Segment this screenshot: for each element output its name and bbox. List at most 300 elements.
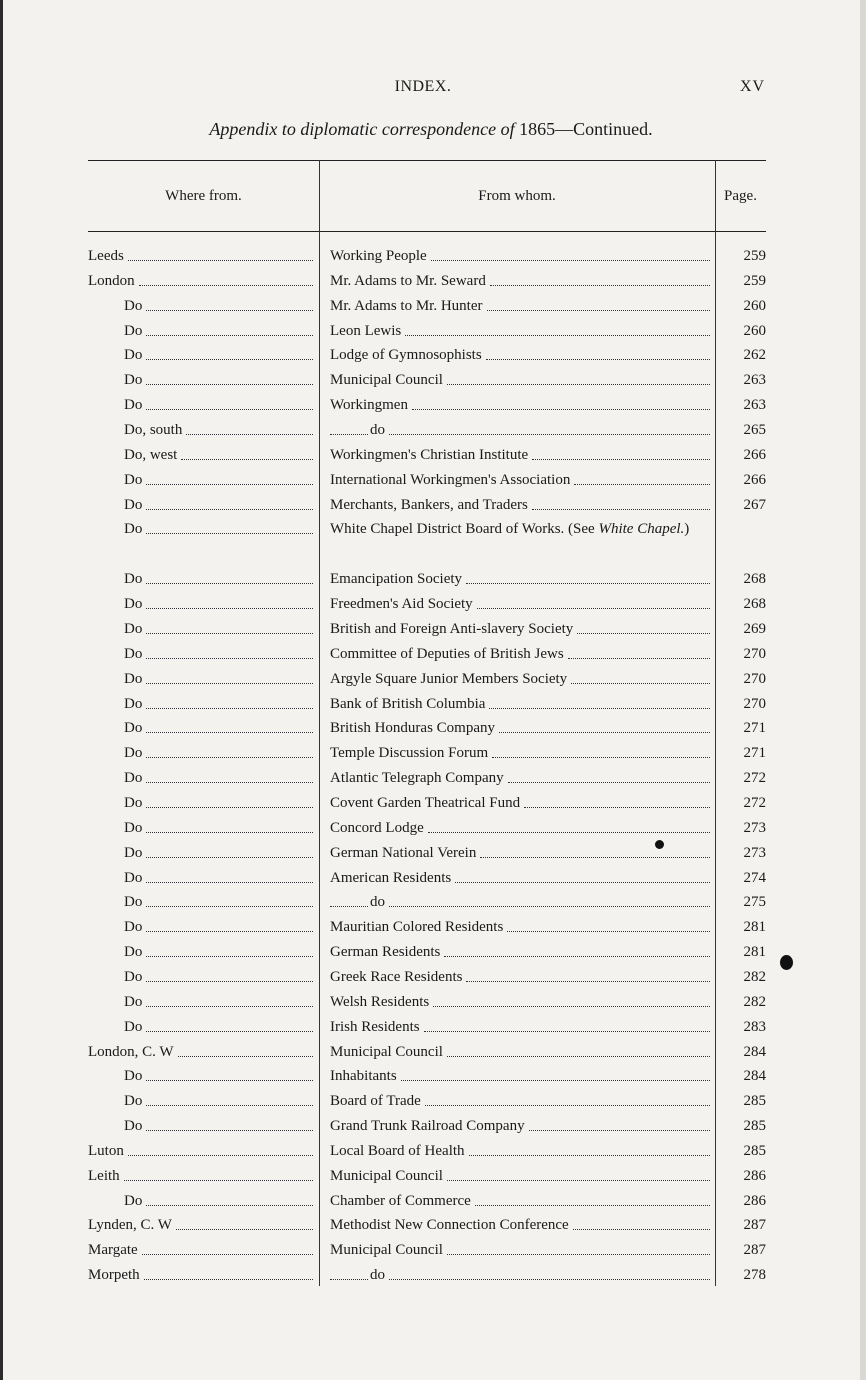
table-row [88,1263,766,1287]
from-whom-cell [330,244,714,268]
where-from-text: London, C. W [88,1043,174,1060]
dot-leader [466,965,710,982]
table-row [88,1064,766,1088]
table-row [88,990,766,1014]
dot-leader [571,667,710,684]
table-row [88,393,766,417]
dot-leader [433,990,710,1007]
from-whom-text: Local Board of Health [330,1142,465,1159]
dot-leader [146,1064,313,1081]
table-row [88,1089,766,1113]
dot-leader [146,965,313,982]
from-whom-cell [330,567,714,591]
dot-leader [146,1015,313,1032]
where-from-text: Do, south [124,421,183,438]
from-whom-text: International Workingmen's Association [330,471,571,488]
where-from-text: Do [124,1068,143,1085]
dot-leader [176,1213,313,1230]
from-whom-text: Workingmen's Christian Institute [330,446,529,463]
page-number-cell: 270 [743,645,766,662]
from-whom-text: Argyle Square Junior Members Society [330,670,568,687]
where-from-cell [88,1164,317,1188]
column-header-who: From whom. [478,188,556,204]
dot-leader [178,1040,313,1057]
where-from-cell [88,667,317,691]
dot-leader [128,244,313,261]
page-number-cell: 275 [743,894,766,911]
where-from-cell [88,915,317,939]
cross-reference-italic: White Chapel. [598,521,685,538]
where-from-text: Do [124,397,143,414]
table-row [88,841,766,865]
page-number-cell: 287 [743,1217,766,1234]
where-from-text: Do [124,944,143,961]
page-number-cell: 266 [743,471,766,488]
dot-leader [146,294,313,311]
from-whom-cell [330,1139,714,1163]
dot-leader [146,816,313,833]
where-from-text: Do [124,621,143,638]
where-from-cell [88,244,317,268]
page-number-cell: 259 [743,272,766,289]
page-number-cell: 282 [743,968,766,985]
page-number-cell: 281 [743,919,766,936]
dot-leader [487,294,711,311]
from-whom-text: Committee of Deputies of British Jews [330,645,564,662]
table-row [88,1213,766,1237]
dot-leader [146,1189,313,1206]
where-from-text: Do [124,919,143,936]
dot-leader [186,418,313,435]
where-from-cell [88,1189,317,1213]
page-number-roman: XV [740,78,766,95]
page-number-cell: 274 [743,869,766,886]
from-whom-text: Mr. Adams to Mr. Seward [330,272,486,289]
dot-leader [532,493,710,510]
dot-leader [146,393,313,410]
dot-leader [389,890,710,907]
from-whom-cell [330,368,714,392]
from-whom-text: Atlantic Telegraph Company [330,770,504,787]
where-from-text: Do [124,297,143,314]
where-from-cell [88,1114,317,1138]
where-from-text: Do [124,770,143,787]
dot-leader [146,990,313,1007]
dot-leader [146,940,313,957]
where-from-text: Do [124,819,143,836]
page-number-cell: 282 [743,993,766,1010]
page-number-cell: 273 [743,819,766,836]
from-whom-text: Covent Garden Theatrical Fund [330,795,521,811]
from-whom-text: Lodge of Gymnosophists [330,347,482,364]
section-subtitle [0,119,862,140]
dot-leader [146,1114,313,1131]
table-top-rule [88,160,766,161]
where-from-cell [88,368,317,392]
from-whom-text: Concord Lodge [330,819,424,836]
from-whom-text: Irish Residents [330,1018,420,1035]
page-number-cell: 287 [743,1242,766,1259]
page-number-cell: 269 [743,621,766,638]
where-from-cell [88,741,317,765]
table-row [88,1189,766,1213]
where-from-text: Do [124,571,143,588]
dot-leader [508,766,710,783]
from-whom-cell [330,1238,714,1262]
dot-leader [139,269,313,286]
where-from-cell [88,1213,317,1237]
where-from-text: Morpeth [88,1267,140,1284]
dot-leader [146,567,313,584]
ditto-leader [330,418,368,435]
page-number-cell: 273 [743,844,766,861]
where-from-text: Do [124,1192,143,1209]
dot-leader [146,716,313,733]
from-whom-text: do [370,894,385,911]
dot-leader [146,791,313,808]
subtitle-italic: Appendix to diplomatic correspondence of [209,119,515,139]
where-from-text: Do [124,894,143,911]
dot-leader [146,617,313,634]
dot-leader [146,667,313,684]
dot-leader [529,1114,710,1131]
page-number-cell: 284 [743,1043,766,1060]
page-number-cell: 265 [743,421,766,438]
header-bottom-rule [88,231,766,232]
dot-leader [447,1164,710,1181]
dot-leader [424,1015,710,1032]
dot-leader [146,841,313,858]
table-row [88,517,766,565]
where-from-text: Do [124,596,143,613]
where-from-text: Do [124,869,143,886]
page-number-cell: 268 [743,596,766,613]
from-whom-cell [330,493,714,517]
from-whom-text: Mr. Adams to Mr. Hunter [330,297,483,314]
where-from-text: Do [124,645,143,662]
dot-leader [142,1238,313,1255]
from-whom-text: Methodist New Connection Conference [330,1217,569,1234]
dot-leader [447,368,710,385]
table-row [88,269,766,293]
from-whom-cell [330,294,714,318]
where-from-text: Do [124,1018,143,1035]
dot-leader [499,716,710,733]
page-number-cell: 266 [743,446,766,463]
dot-leader [146,368,313,385]
from-whom-text: Municipal Council [330,1043,443,1060]
where-from-cell [88,716,317,740]
page-number-cell: 267 [743,496,766,513]
dot-leader [146,642,313,659]
from-whom-text: Mauritian Colored Residents [330,919,504,936]
table-row [88,816,766,840]
where-from-text: Do [124,695,143,712]
dot-leader [389,418,710,435]
where-from-cell [88,468,317,492]
dot-leader [574,468,710,485]
where-from-cell [88,1089,317,1113]
where-from-text: Do [124,968,143,985]
where-from-cell [88,1263,317,1287]
page-number-cell: 263 [743,372,766,389]
from-whom-text: Leon Lewis [330,322,402,339]
page-number-cell: 262 [743,347,766,364]
where-from-text: Do [124,471,143,488]
table-row [88,940,766,964]
dot-leader [492,741,710,758]
where-from-cell [88,1064,317,1088]
table-row [88,368,766,392]
page-number-cell: 263 [743,397,766,414]
from-whom-text: Grand Trunk Railroad Company [330,1118,525,1135]
where-from-cell [88,1040,317,1064]
from-whom-cell [330,1213,714,1237]
from-whom-cell [330,791,714,815]
subtitle-year: 1865 [519,119,556,139]
from-whom-cell [330,766,714,790]
from-whom-cell [330,642,714,666]
page-number-cell: 271 [743,720,766,737]
dot-leader [573,1213,710,1230]
from-whom-cell [330,617,714,641]
where-from-text: Do [124,993,143,1010]
from-whom-cell [330,1189,714,1213]
from-whom-text: Municipal Council [330,1167,443,1184]
dot-leader [524,791,710,808]
table-row [88,667,766,691]
where-from-text: Do [124,372,143,389]
page-number-cell: 260 [743,322,766,339]
from-whom-cell [330,741,714,765]
index-table [88,160,766,1286]
where-from-cell [88,841,317,865]
dot-leader [146,915,313,932]
where-from-cell [88,965,317,989]
dot-leader [146,890,313,907]
dot-leader [455,866,710,883]
from-whom-cell [330,890,714,914]
dot-leader [412,393,710,410]
from-whom-cell [330,866,714,890]
from-whom-cell [330,915,714,939]
page-number-cell: 259 [743,248,766,264]
table-row [88,642,766,666]
where-from-text: Do [124,347,143,364]
page-number-cell: 285 [743,1142,766,1159]
where-from-text: Do [124,745,143,762]
from-whom-cell [330,393,714,417]
dot-leader [425,1089,710,1106]
dot-leader [490,269,710,286]
page-number-cell [728,517,766,541]
where-from-cell [88,269,317,293]
where-from-cell [88,692,317,716]
from-whom-text: Workingmen [330,397,408,414]
page-number-cell: 283 [743,1018,766,1035]
where-from-cell [88,1139,317,1163]
ditto-leader [330,1263,368,1280]
from-whom-cell [330,1015,714,1039]
from-whom-cell [330,1040,714,1064]
table-row [88,1040,766,1064]
table-row [88,890,766,914]
where-from-text: Do [124,496,143,513]
dot-leader [469,1139,710,1156]
dot-leader [146,343,313,360]
where-from-text: London [88,272,135,289]
dot-leader [389,1263,710,1280]
from-whom-text: German National Verein [330,844,477,861]
table-row [88,716,766,740]
dot-leader [431,244,710,261]
where-from-cell [88,1015,317,1039]
where-from-cell [88,617,317,641]
from-whom-text: Freedmen's Aid Society [330,596,473,613]
where-from-cell [88,443,317,467]
page-number-cell: 285 [743,1093,766,1110]
where-from-text: Leeds [88,248,124,264]
table-row [88,915,766,939]
dot-leader [146,866,313,883]
dot-leader [124,1164,313,1181]
dot-leader [146,692,313,709]
from-whom-cell [330,1263,714,1287]
subtitle-continued: —Continued. [555,119,653,139]
dot-leader [146,592,313,609]
where-from-cell [88,319,317,343]
from-whom-text: German Residents [330,944,441,961]
from-whom-cell [330,940,714,964]
table-row [88,592,766,616]
from-whom-text: Chamber of Commerce [330,1192,471,1209]
dot-leader [401,1064,710,1081]
from-whom-cell [330,343,714,367]
ditto-leader [330,890,368,907]
page-number-cell: 286 [743,1167,766,1184]
dot-leader [146,517,313,534]
table-row [88,343,766,367]
where-from-text: Luton [88,1142,124,1159]
from-whom-text: Board of Trade [330,1093,421,1110]
from-whom-cell [330,443,714,467]
page-number-cell: 278 [743,1267,766,1284]
from-whom-cell [330,468,714,492]
dot-leader [447,1238,710,1255]
page-number-cell: 286 [743,1192,766,1209]
page-number-cell: 285 [743,1118,766,1135]
where-from-text: Do [124,670,143,687]
from-whom-text: Merchants, Bankers, and Traders [330,496,528,513]
from-whom-text: Municipal Council [330,1242,443,1259]
from-whom-cell [330,965,714,989]
dot-leader [428,816,710,833]
where-from-text: Do, west [124,446,178,463]
where-from-text: Do [124,1093,143,1110]
ink-blot [780,955,793,970]
from-whom-cell [330,319,714,343]
where-from-cell [88,990,317,1014]
table-row [88,1139,766,1163]
table-row [88,692,766,716]
where-from-text: Do [124,720,143,737]
where-from-cell [88,493,317,517]
from-whom-text: do [370,1267,385,1284]
table-row [88,418,766,442]
where-from-cell [88,393,317,417]
where-from-text: Do [124,795,143,811]
where-from-cell [88,343,317,367]
from-whom-text: Bank of British Columbia [330,695,486,712]
dot-leader [144,1263,313,1280]
from-whom-text: Inhabitants [330,1068,397,1085]
from-whom-text: Greek Race Residents [330,968,463,985]
from-whom-text: American Residents [330,869,452,886]
where-from-cell [88,418,317,442]
page-number-cell: 272 [743,770,766,787]
dot-leader [181,443,313,460]
where-from-cell [88,567,317,591]
table-row [88,1164,766,1188]
page-edge-left [0,0,3,1380]
from-whom-cell [330,418,714,442]
dot-leader [489,692,710,709]
page-edge-right [860,0,866,1380]
where-from-text: Leith [88,1167,120,1184]
table-row [88,766,766,790]
table-row [88,741,766,765]
page-number-cell: 271 [743,745,766,762]
dot-leader [146,1089,313,1106]
dot-leader [466,567,710,584]
table-row [88,493,766,517]
dot-leader [146,766,313,783]
dot-leader [405,319,710,336]
table-row [88,319,766,343]
where-from-cell [88,866,317,890]
where-from-text: Do [124,322,143,339]
where-from-cell [88,294,317,318]
from-whom-cell [330,1064,714,1088]
where-from-text: Margate [88,1242,138,1259]
dot-leader [128,1139,313,1156]
dot-leader [475,1189,710,1206]
table-row [88,1238,766,1262]
dot-leader [146,493,313,510]
dot-leader [146,741,313,758]
where-from-cell [88,517,317,541]
page-number-cell: 268 [743,571,766,588]
where-from-cell [88,642,317,666]
dot-leader [447,1040,710,1057]
from-whom-cell [330,1089,714,1113]
from-whom-text: British Honduras Company [330,720,495,737]
from-whom-cell [330,816,714,840]
column-header-page: Page. [724,188,757,204]
dot-leader [480,841,710,858]
dot-leader [532,443,710,460]
table-row [88,1114,766,1138]
where-from-text: Do [124,844,143,861]
from-whom-text: Emancipation Society [330,571,463,588]
where-from-cell [88,766,317,790]
where-from-cell [88,592,317,616]
from-whom-cell [330,692,714,716]
where-from-cell [88,791,317,815]
page-number-cell: 260 [743,297,766,314]
from-whom-text: Temple Discussion Forum [330,745,489,762]
from-whom-text: do [370,421,385,438]
